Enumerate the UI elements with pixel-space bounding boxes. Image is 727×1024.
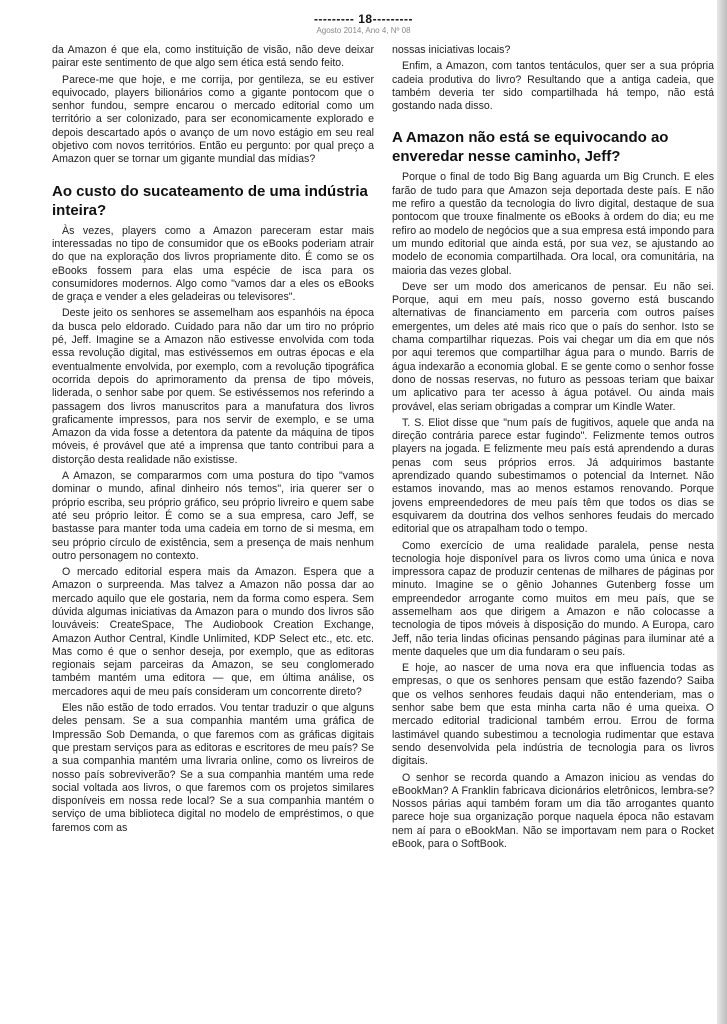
issue-date: Agosto 2014, Ano 4, Nº 08 bbox=[316, 26, 411, 35]
page-header bbox=[0, 12, 727, 35]
article-body bbox=[52, 44, 714, 1014]
paragraph: O senhor se recorda quando a Amazon iniciou as vendas do eBookMan? A Franklin fabricava dicionários eletrônicos, lembra-se? Nossos párias aqui também foram um dia tão arrogantes quanto parece hoje sua organização porque naquela época não estavam nem aí para o eBookMan. Não se importavam nem para o Rocket eBook, para o SoftBook. bbox=[392, 771, 714, 851]
paragraph: Como exercício de uma realidade paralela, pense nesta tecnologia hoje disponível para os livros como uma única e nova impressora capaz de produzir centenas de milhares de páginas por minuto. Imagine se o gênio Johannes Gutenberg fosse um empreendedor arrogante como muitos em meu país, que se assemelham aos que dirigem a Amazon e não colocasse a tecnologia de tipos móveis à disposição do mundo. A Europa, caro Jeff, não teria lindas oficinas pensando páginas para iluminar até a mente daqueles que um dia fundaram o seu país. bbox=[392, 539, 714, 658]
paragraph: A Amazon, se compararmos com uma postura do tipo "vamos dominar o mundo, afinal dinheiro nós temos", iria querer ser o próprio escriba, seu próprio gráfico, seu próprio livreiro e quem sabe até seu próprio leitor. É como se a sua empresa, caro Jeff, se bastasse para manter toda uma cadeia em torno de si mesma, em seu próprio círculo de existência, sem a presença de mais nenhum outro personagem no contexto. bbox=[52, 470, 374, 562]
paragraph: T. S. Eliot disse que "num país de fugitivos, aquele que anda na direção contrária parece estar fugindo". Felizmente temos outros players na jogada. E felizmente meu país está aprendendo a duras penas com seus próprios erros. Já adquirimos bastante aprendizado quando subestimamos o potencial da Internet. Não estamos inovando, mas ao menos estamos renovando. Porque jovens empreendedores de meu país têm que todos os dias se esquivarem da doutrina dos velhos senhores feudais do mercado editorial que os atrapalham todo o tempo. bbox=[392, 416, 714, 536]
left-column bbox=[52, 44, 374, 1014]
paragraph: E hoje, ao nascer de uma nova era que influencia todas as empresas, o que os senhores pensam que estão fazendo? Saiba que os velhos senhores feudais daqui não entenderiam, mas o senhor sabe bem que esta minha carta não é uma queixa. O mercado editorial tradicional também errou. Errou de forma lastimável quando subestimou a tecnologia rudimentar que estava sendo desenvolvida pela indústria de tecnologia para os livros digitais. bbox=[392, 662, 714, 768]
paragraph: Eles não estão de todo errados. Vou tentar traduzir o que alguns deles pensam. Se a sua companhia mantém uma gráfica de Impressão Sob Demanda, o que faremos com as gráficas digitais que prestam serviços para as editoras e escritores de meu país? Se a sua companhia mantém uma livraria online, como os livreiros de nosso país sobreviverão? Se a sua companhia mantém uma rede social voltada aos livros, o que faremos com os projetos similares disponíveis em nossa rede local? Se a sua companhia mantém o serviço de uma biblioteca digital no modelo de empréstimos, o que faremos com as bbox=[52, 702, 374, 834]
paragraph: Às vezes, players como a Amazon pareceram estar mais interessadas no tipo de consumidor que os eBooks poderiam atrair do que na exploração dos livros propriamente dito. É como se os eBooks fossem para elas uma espécie de isca para os consumidores modernos. Algo como "vamos dar a eles os eBooks de graça e vender a eles geladeiras ou televisores". bbox=[52, 224, 374, 304]
paragraph: da Amazon é que ela, como instituição de visão, não deve deixar pairar este sentimento de que algo sem ética está sendo feito. bbox=[52, 44, 374, 70]
paragraph: O mercado editorial espera mais da Amazon. Espera que a Amazon o surpreenda. Mas talvez a Amazon não possa dar ao mercado aquilo que ele gostaria, nem da forma como espera. Sem dúvida algumas iniciativas da Amazon para o mundo dos livros são louváveis: CreateSpace, The Audiobook Creation Exchange, Amazon Author Central, Kindle Unlimited, KDP Select etc., etc. etc. Mas como é que o senhor deseja, por exemplo, que as editoras regionais sejam parceiras da Amazon, se seu conglomerado também mantém uma editora — que, em última análise, os mercadores aqui de meu país consideram um concorrente direto? bbox=[52, 566, 374, 698]
section-heading: Ao custo do sucateamento de uma indústria inteira? bbox=[52, 182, 368, 219]
paragraph: Parece-me que hoje, e me corrija, por gentileza, se eu estiver equivocado, players bilionários como a gigante pontocom que o senhor fundou, sempre encarou o mercado editorial como um território a ser colonizado, para ser economicamente explorado e depois descartado após o avanço de um novo estágio em seu real objetivo com novos territórios. Então eu pergunto: por qual preço a Amazon quer se tornar um gigante mundial das mídias? bbox=[52, 73, 374, 166]
paragraph: nossas iniciativas locais? bbox=[392, 44, 511, 56]
page-number: --------- 18--------- bbox=[313, 12, 414, 26]
section-heading: A Amazon não está se equivocando ao enveredar nesse caminho, Jeff? bbox=[392, 129, 669, 166]
paragraph: Porque o final de todo Big Bang aguarda um Big Crunch. E eles farão de tudo para que Amazon seja deportada deste país. E não me refiro a questão da tecnologia do livro digital, destaque de sua pontocom que trouxe finalmente os eBooks à ordem do dia; eu me refiro ao modelo de negócios que a sua empresa está impondo para um mundo editorial que ainda está, por sua vez, se ajustando ao modelo de economia compartilhada. Ora local, ora comunitária, na maioria das vezes global. bbox=[392, 171, 714, 277]
right-column bbox=[392, 44, 714, 1014]
paragraph: Deve ser um modo dos americanos de pensar. Eu não sei. Porque, aqui em meu país, nosso governo está buscando alternativas de financiamento em parceria com outros países emergentes, um deles até mais rico que o país do senhor. Isto se chama compartilhar riquezas. Pois vai chegar um dia em que nós por aqui teremos que compartilhar água para o mundo. Barris de água indexarão a economia global. E se gente como o senhor fosse dono de nossas reservas, no futuro as pessoas teriam que baixar um aplicativo para ter acesso à água potável. Ou ainda mais provável, elas seriam obrigadas a comprar um Kindle Water. bbox=[392, 280, 714, 413]
page-edge-shadow bbox=[717, 0, 727, 1024]
paragraph: Deste jeito os senhores se assemelham aos espanhóis na época da busca pelo eldorado. Cuidado para não dar um tiro no próprio pé, Jeff. Imagine se a Amazon não estivesse envolvida com toda essa revolução digital, mas estivéssemos em outras épocas e ela eventualmente envolvida, por exemplo, com a revolução tipográfica ocorrida depois do aprimoramento da prensa de tipo móveis, liderada, o senhor sabe por quem. Se estivéssemos nos referindo a passagem dos livros manuscritos para a manufatura dos livros graficamente impressos, para nos servir de exemplo, e se uma Amazon da vida fosse a detentora da patente da máquina de tipos móveis, é provável que até a imprensa que tanto contribui para a distorção desta realidade não existisse. bbox=[52, 307, 374, 466]
paragraph: Enfim, a Amazon, com tantos tentáculos, quer ser a sua própria cadeia produtiva do livro? Resultando que a antiga cadeia, que também deveria ter sido compartilhada há tempo, não está gostando nada disso. bbox=[392, 60, 714, 113]
